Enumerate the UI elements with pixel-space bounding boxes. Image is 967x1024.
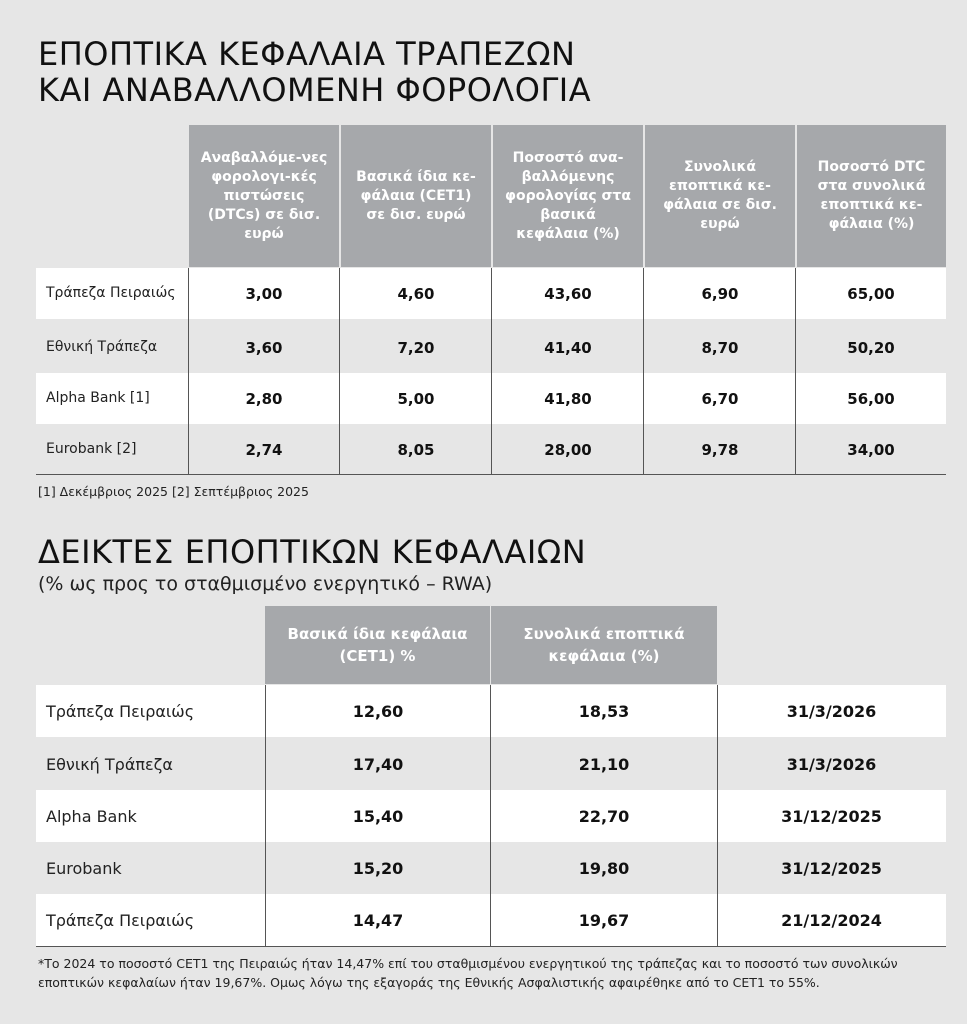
table1-header-dtcs: Αναβαλλόμε-νες φορολογι-κές πιστώσεις (DTCs) σε δισ. ευρώ xyxy=(188,125,339,267)
value-cell: 41,40 xyxy=(544,338,592,357)
bank-name: Τράπεζα Πειραιώς xyxy=(46,701,195,721)
table-row xyxy=(36,790,946,842)
table1-footnote: [1] Δεκέμβριος 2025 [2] Σεπτέμβριος 2025 xyxy=(38,484,309,499)
column-divider xyxy=(491,268,492,474)
value-cell: 6,90 xyxy=(701,284,739,303)
value-cell: 34,00 xyxy=(847,440,895,459)
value-cell: 17,40 xyxy=(352,754,404,774)
bank-name: Τράπεζα Πειραιώς xyxy=(46,910,195,930)
table-row xyxy=(36,842,946,894)
value-cell: 8,05 xyxy=(397,440,435,459)
value-cell: 18,53 xyxy=(578,701,630,721)
table-bottom-rule xyxy=(36,946,946,947)
value-cell: 14,47 xyxy=(352,910,404,930)
value-cell: 50,20 xyxy=(847,338,895,357)
value-cell: 15,20 xyxy=(352,858,404,878)
bank-name: Eurobank xyxy=(46,858,122,878)
value-cell: 65,00 xyxy=(847,284,895,303)
table2-header-total-capital: Συνολικά εποπτικά κεφάλαια (%) xyxy=(491,606,717,684)
value-cell: 43,60 xyxy=(544,284,592,303)
column-divider xyxy=(717,685,718,946)
date-cell: 31/3/2026 xyxy=(786,754,877,774)
bank-name: Εθνική Τράπεζα xyxy=(46,339,158,355)
value-cell: 21,10 xyxy=(578,754,630,774)
value-cell: 2,74 xyxy=(245,440,283,459)
table2-subtitle: (% ως προς το σταθμισμένο ενεργητικό – RWA) xyxy=(38,573,493,595)
value-cell: 3,60 xyxy=(245,338,283,357)
table-row xyxy=(36,738,946,790)
value-cell: 3,00 xyxy=(245,284,283,303)
column-divider xyxy=(339,268,340,474)
date-cell: 31/3/2026 xyxy=(786,701,877,721)
table1-title-line1: ΕΠΟΠΤΙΚΑ ΚΕΦΑΛΑΙΑ ΤΡΑΠΕΖΩΝ xyxy=(38,35,576,73)
value-cell: 15,40 xyxy=(352,806,404,826)
table1-title-line2: ΚΑΙ ΑΝΑΒΑΛΛΟΜΕΝΗ ΦΟΡΟΛΟΓΙΑ xyxy=(38,71,592,109)
value-cell: 9,78 xyxy=(701,440,739,459)
value-cell: 7,20 xyxy=(397,338,435,357)
table2-footnote: *Το 2024 το ποσοστό CET1 της Πειραιώς ήταν 14,47% επί του σταθμισμένου ενεργητικού της τράπεζας και το ποσοστό των συνολικών εποπτικών κεφαλαίων ήταν 19,67%. Ομως λόγω της εξαγοράς της Εθνικής Ασφαλιστικής αφαιρέθηκε από το CET1 το 55%. xyxy=(38,956,898,990)
column-divider xyxy=(490,685,491,946)
table1-header-cet1: Βασικά ίδια κε-φάλαια (CET1) σε δισ. ευρώ xyxy=(340,125,491,267)
value-cell: 19,80 xyxy=(578,858,630,878)
table-row xyxy=(36,685,946,737)
table2-title: ΔΕΙΚΤΕΣ ΕΠΟΠΤΙΚΩΝ ΚΕΦΑΛΑΙΩΝ xyxy=(38,533,587,571)
value-cell: 28,00 xyxy=(544,440,592,459)
value-cell: 5,00 xyxy=(397,389,435,408)
value-cell: 4,60 xyxy=(397,284,435,303)
value-cell: 22,70 xyxy=(578,806,630,826)
value-cell: 56,00 xyxy=(847,389,895,408)
value-cell: 12,60 xyxy=(352,701,404,721)
value-cell: 2,80 xyxy=(245,389,283,408)
bank-name: Eurobank [2] xyxy=(46,441,137,457)
column-divider xyxy=(188,268,189,474)
date-cell: 21/12/2024 xyxy=(781,910,882,930)
column-divider xyxy=(795,268,796,474)
column-divider xyxy=(643,268,644,474)
bank-name: Alpha Bank xyxy=(46,806,137,826)
bank-name: Τράπεζα Πειραιώς xyxy=(46,285,176,301)
date-cell: 31/12/2025 xyxy=(781,806,882,826)
table1-header-total-capital: Συνολικά εποπτικά κε-φάλαια σε δισ. ευρώ xyxy=(644,125,795,267)
table-bottom-rule xyxy=(36,474,946,475)
value-cell: 6,70 xyxy=(701,389,739,408)
bank-name: Alpha Bank [1] xyxy=(46,390,150,406)
bank-name: Εθνική Τράπεζα xyxy=(46,754,173,774)
table1-header-dtc-percent-total: Ποσοστό DTC στα συνολικά εποπτικά κε-φάλαια (%) xyxy=(796,125,946,267)
value-cell: 8,70 xyxy=(701,338,739,357)
table2-header-cet1: Βασικά ίδια κεφάλαια (CET1) % xyxy=(265,606,490,684)
column-divider xyxy=(265,685,266,946)
date-cell: 31/12/2025 xyxy=(781,858,882,878)
value-cell: 41,80 xyxy=(544,389,592,408)
table-row xyxy=(36,894,946,946)
value-cell: 19,67 xyxy=(578,910,630,930)
table1-header-dtc-percent-cet1: Ποσοστό ανα-βαλλόμενης φορολογίας στα βασικά κεφάλαια (%) xyxy=(492,125,643,267)
